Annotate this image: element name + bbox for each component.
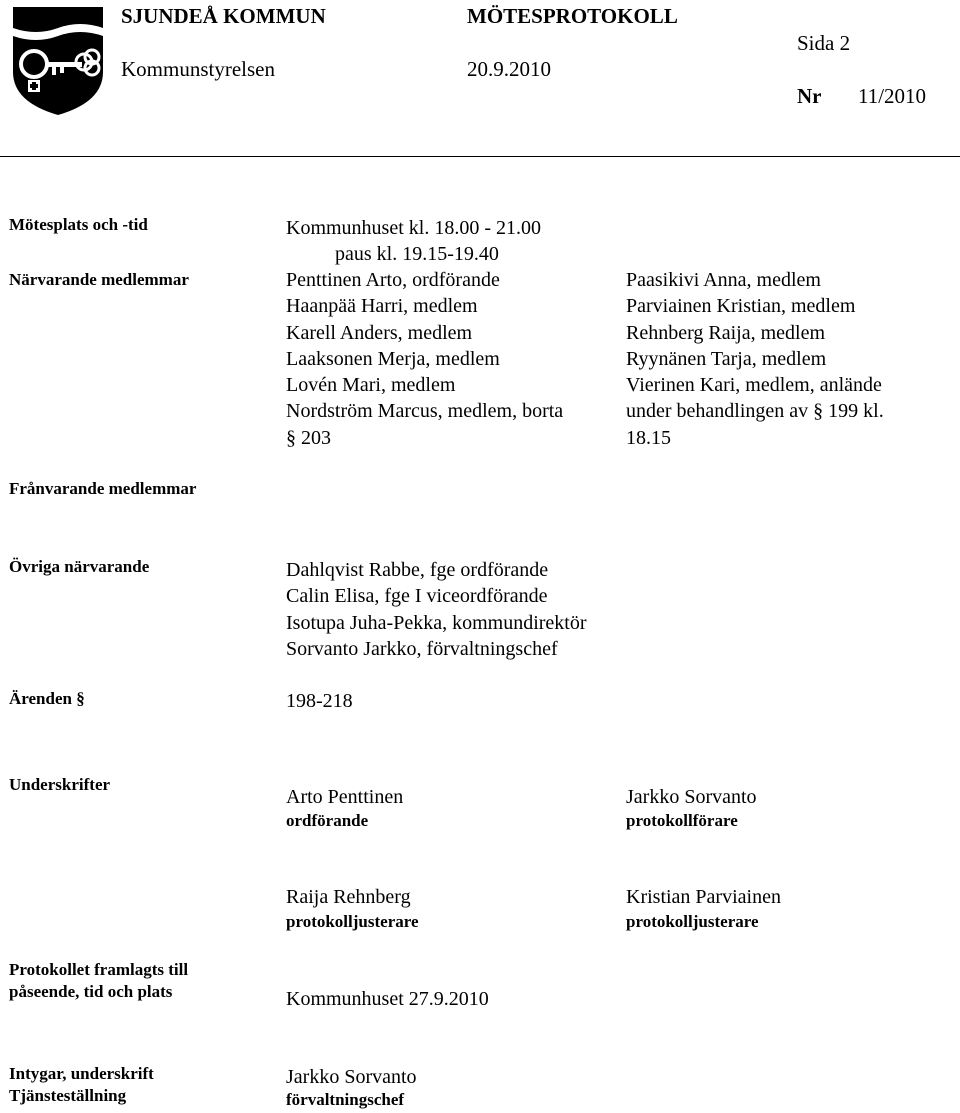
list-item: Calin Elisa, fge I viceordförande	[286, 585, 548, 608]
present-members-col2	[626, 267, 884, 451]
signature-name-chair: Arto Penttinen	[286, 786, 404, 808]
present-members-label: Närvarande medlemmar	[9, 270, 189, 289]
list-item: Haanpää Harri, medlem	[286, 295, 478, 318]
signature-role-secretary: protokollförare	[626, 811, 738, 830]
others-present-label: Övriga närvarande	[9, 557, 150, 576]
list-item: 18.15	[626, 426, 671, 449]
present-members-col1	[286, 267, 563, 451]
display-label-line1: Protokollet framlagts till	[9, 960, 189, 979]
document-type: MÖTESPROTOKOLL	[467, 4, 678, 28]
signature-role-checker-2: protokolljusterare	[626, 912, 759, 931]
meeting-place-label: Mötesplats och -tid	[9, 215, 148, 234]
list-item: Nordström Marcus, medlem, borta	[286, 400, 564, 423]
list-item: Parviainen Kristian, medlem	[626, 295, 856, 318]
signatures-label: Underskrifter	[9, 775, 111, 794]
list-item: Lovén Mari, medlem	[286, 374, 456, 397]
list-item: under behandlingen av § 199 kl.	[626, 400, 884, 423]
list-item: Isotupa Juha-Pekka, kommundirektör	[286, 611, 587, 634]
signature-role-checker-1: protokolljusterare	[286, 912, 419, 931]
list-item: Sorvanto Jarkko, förvaltningschef	[286, 637, 558, 660]
display-label-line2: påseende, tid och plats	[9, 982, 173, 1001]
municipality-crest-icon	[12, 6, 104, 116]
certificate-label-line1: Intygar, underskrift	[9, 1064, 154, 1083]
absent-members-label: Frånvarande medlemmar	[9, 479, 197, 498]
signature-name-checker-2: Kristian Parviainen	[626, 886, 781, 908]
certificate-name: Jarkko Sorvanto	[286, 1066, 417, 1088]
list-item: Vierinen Kari, medlem, anlände	[626, 374, 882, 397]
protocol-number-label: Nr	[797, 84, 822, 108]
matters-label: Ärenden §	[9, 689, 85, 708]
protocol-number: 11/2010	[858, 84, 927, 108]
organ-name: Kommunstyrelsen	[121, 57, 275, 81]
list-item: Laaksonen Merja, medlem	[286, 347, 500, 370]
matters-range: 198-218	[286, 690, 353, 712]
list-item: Penttinen Arto, ordförande	[286, 269, 500, 291]
list-item: Paasikivi Anna, medlem	[626, 269, 821, 291]
certificate-label-line2: Tjänsteställning	[9, 1086, 127, 1105]
certificate-role: förvaltningschef	[286, 1090, 405, 1109]
meeting-date: 20.9.2010	[467, 57, 551, 81]
list-item: Karell Anders, medlem	[286, 321, 473, 344]
list-item: Dahlqvist Rabbe, fge ordförande	[286, 559, 549, 581]
signature-role-chair: ordförande	[286, 811, 369, 830]
page-number: Sida 2	[797, 31, 851, 55]
display-place-date: Kommunhuset 27.9.2010	[286, 988, 489, 1010]
header-divider	[0, 156, 960, 157]
municipality-name: SJUNDEÅ KOMMUN	[121, 4, 326, 28]
signature-name-secretary: Jarkko Sorvanto	[626, 786, 757, 808]
list-item: § 203	[286, 426, 331, 449]
signature-name-checker-1: Raija Rehnberg	[286, 886, 411, 908]
others-present-list	[286, 557, 587, 662]
meeting-place-line: Kommunhuset kl. 18.00 - 21.00	[286, 217, 541, 239]
list-item: Rehnberg Raija, medlem	[626, 321, 826, 344]
meeting-break-line: paus kl. 19.15-19.40	[335, 243, 499, 265]
list-item: Ryynänen Tarja, medlem	[626, 347, 827, 370]
